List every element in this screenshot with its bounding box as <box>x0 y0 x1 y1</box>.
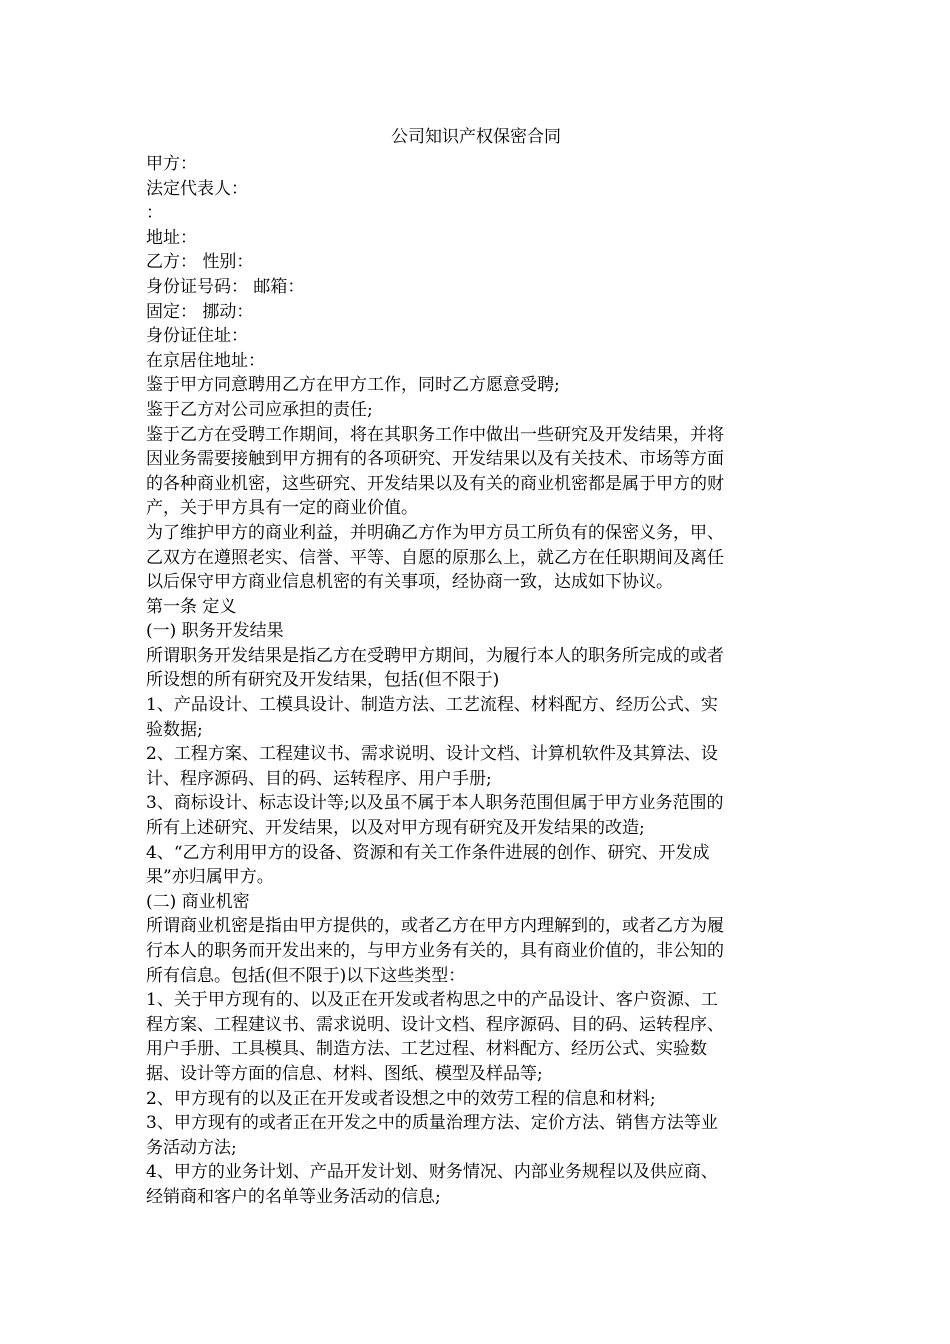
document-line: 所谓职务开发结果是指乙方在受聘甲方期间，为履行本人的职务所完成的或者 <box>146 645 724 666</box>
document-line: 鉴于甲方同意聘用乙方在甲方工作，同时乙方愿意受聘; <box>146 375 560 396</box>
document-line: 计、程序源码、目的码、运转程序、用户手册; <box>146 768 492 789</box>
document-line: 验数据; <box>146 719 203 740</box>
document-line: 所有信息。包括(但不限于)以下这些类型： <box>146 965 466 986</box>
document-line: 鉴于乙方对公司应承担的责任; <box>146 399 373 420</box>
document-line: 4、甲方的业务计划、产品开发计划、财务情况、内部业务规程以及供应商、 <box>146 1162 718 1183</box>
document-line: 因业务需要接触到甲方拥有的各项研究、开发结果以及有关技术、市场等方面 <box>146 449 724 470</box>
document-line: 4、“乙方利用甲方的设备、资源和有关工作条件进展的创作、研究、开发成 <box>146 842 710 863</box>
document-line: 身份证住址： <box>146 326 248 347</box>
document-line: 在京居住地址： <box>146 350 265 371</box>
document-line: 甲方： <box>146 154 197 174</box>
document-line: 的各种商业机密，这些研究、开发结果以及有关的商业机密都是属于甲方的财 <box>146 473 724 494</box>
document-line: 以后保守甲方商业信息机密的有关事项，经协商一致，达成如下协议。 <box>146 572 673 593</box>
document-page <box>146 124 806 1210</box>
document-line: 3、甲方现有的或者正在开发之中的质量治理方法、定价方法、销售方法等业 <box>146 1113 718 1134</box>
document-line: 地址： <box>146 227 197 248</box>
document-line: 果”亦归属甲方。 <box>146 867 274 888</box>
document-line: 2、工程方案、工程建议书、需求说明、设计文档、计算机软件及其算法、设 <box>146 744 718 765</box>
document-line: 1、关于甲方现有的、以及正在开发或者构思之中的产品设计、客户资源、工 <box>146 990 718 1011</box>
document-line: 1、产品设计、工模具设计、制造方法、工艺流程、材料配方、经历公式、实 <box>146 695 718 716</box>
document-line: (二) 商业机密 <box>146 891 250 912</box>
document-line: 用户手册、工具模具、制造方法、工艺过程、材料配方、经历公式、实验数 <box>146 1039 707 1060</box>
document-line: 行本人的职务而开发出来的，与甲方业务有关的，具有商业价值的，非公知的 <box>146 941 724 961</box>
document-line: 乙双方在遵照老实、信誉、平等、自愿的原那么上，就乙方在任职期间及离任 <box>146 547 724 568</box>
document-line: 为了维护甲方的商业利益，并明确乙方作为甲方员工所负有的保密义务，甲、 <box>146 522 724 543</box>
document-line: 身份证号码： 邮箱： <box>146 276 305 297</box>
document-line: 所有上述研究、开发结果，以及对甲方现有研究及开发结果的改造; <box>146 818 645 839</box>
document-line: 法定代表人： <box>146 178 248 199</box>
document-line: 所谓商业机密是指由甲方提供的，或者乙方在甲方内理解到的，或者乙方为履 <box>146 916 724 937</box>
document-line: 程方案、工程建议书、需求说明、设计文档、程序源码、目的码、运转程序、 <box>146 1014 724 1035</box>
document-line: 3、商标设计、标志设计等;以及虽不属于本人职务范围但属于甲方业务范围的 <box>146 793 724 814</box>
document-line: 产，关于甲方具有一定的商业价值。 <box>146 498 418 519</box>
document-line: 第一条 定义 <box>146 596 237 617</box>
document-line: 务活动方法; <box>146 1137 237 1158</box>
document-line: 乙方： 性别： <box>146 252 254 273</box>
document-line: 2、甲方现有的以及正在开发或者设想之中的效劳工程的信息和材料; <box>146 1088 656 1109</box>
document-line: 据、设计等方面的信息、材料、图纸、模型及样品等; <box>146 1063 543 1084</box>
document-line: 所设想的所有研究及开发结果，包括(但不限于) <box>146 670 500 691</box>
document-line: ： <box>146 203 163 224</box>
document-line: 固定： 挪动： <box>146 301 254 322</box>
document-line: 经销商和客户的名单等业务活动的信息; <box>146 1186 441 1207</box>
document-title: 公司知识产权保密合同 <box>391 127 561 147</box>
document-line: 鉴于乙方在受聘工作期间，将在其职务工作中做出一些研究及开发结果，并将 <box>146 424 724 445</box>
document-body <box>146 152 806 1210</box>
document-line: (一) 职务开发结果 <box>146 621 284 642</box>
